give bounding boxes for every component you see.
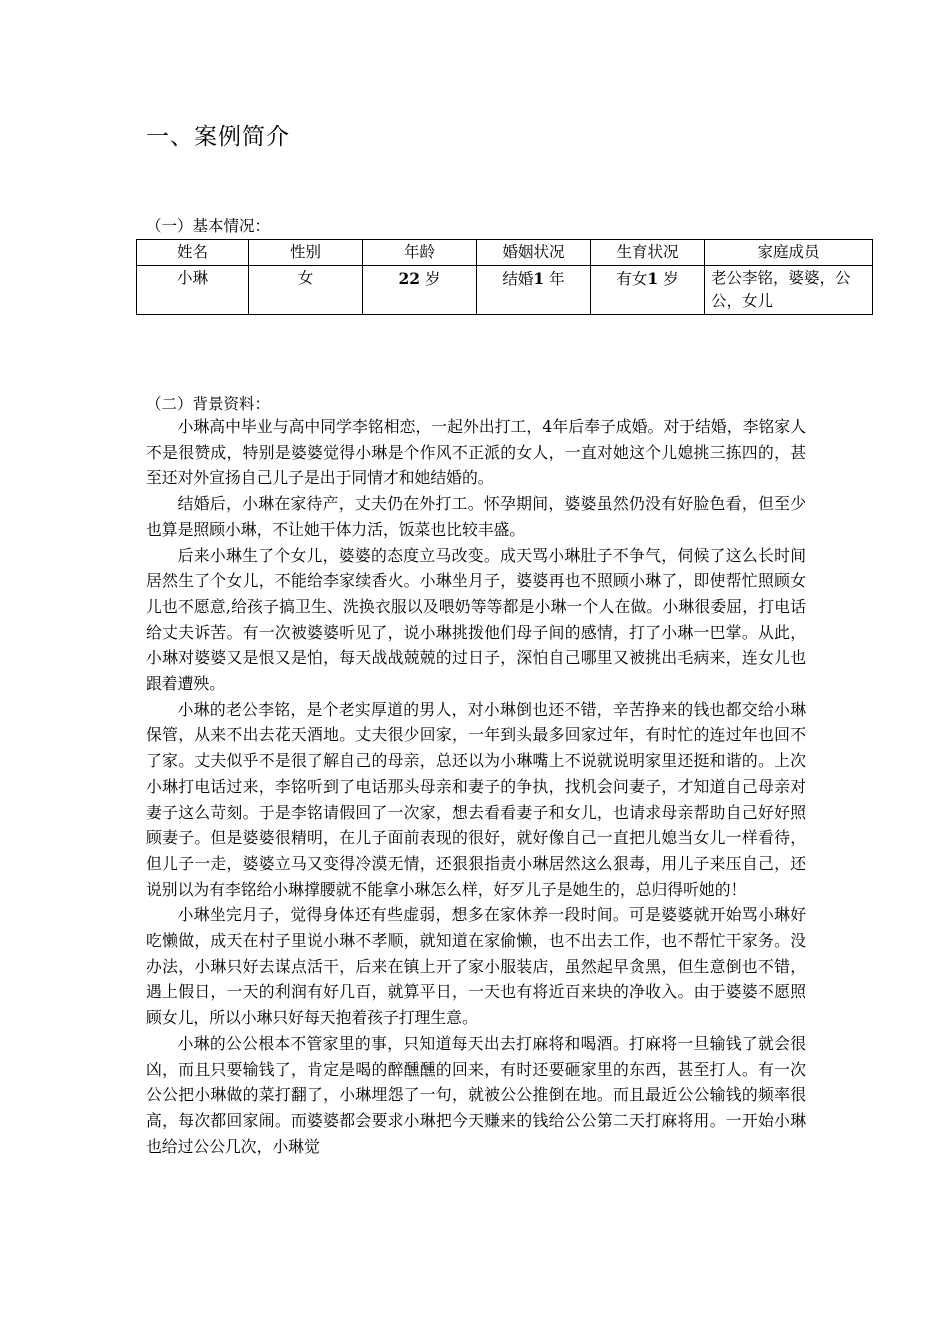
cell-birth xyxy=(591,266,705,315)
marriage-prefix: 结婚 xyxy=(502,270,534,288)
paragraph: 小琳高中毕业与高中同学李铭相恋，一起外出打工，4年后奉子成婚。对于结婚，李铭家人不是很赞成，特别是婆婆觉得小琳是个作风不正派的女人，一直对她这个儿媳挑三拣四的，甚至还对外宣扬自己儿子是出于同情才和她结婚的。 xyxy=(146,417,806,488)
birth-unit: 岁 xyxy=(663,270,679,288)
background-heading: （二）背景资料： xyxy=(146,395,271,413)
basic-info-heading: （一）基本情况： xyxy=(146,217,271,235)
paragraph: 结婚后，小琳在家待产，丈夫仍在外打工。怀孕期间，婆婆虽然仍没有好脸色看，但至少也算是照顾小琳，不让她干体力活，饭菜也比较丰盛。 xyxy=(146,494,806,539)
header-age: 年龄 xyxy=(363,240,477,266)
header-marriage: 婚姻状况 xyxy=(477,240,591,266)
basic-info-table xyxy=(136,239,873,315)
birth-number: 1 xyxy=(647,269,659,288)
cell-name: 小琳 xyxy=(137,266,249,315)
header-name: 姓名 xyxy=(137,240,249,266)
paragraph: 小琳的公公根本不管家里的事，只知道每天出去打麻将和喝酒。打麻将一旦输钱了就会很凶，而且只要输钱了，肯定是喝的醉醺醺的回来，有时还要砸家里的东西，甚至打人。有一次公公把小琳做的菜打翻了，小琳埋怨了一句，就被公公推倒在地。而且最近公公输钱的频率很高，每次都回家闹。而婆婆都会要求小琳把今天赚来的钱给公公第二天打麻将用。一开始小琳也给过公公几次，小琳觉 xyxy=(146,1033,806,1156)
marriage-unit: 年 xyxy=(549,270,565,288)
cell-gender: 女 xyxy=(249,266,363,315)
header-birth: 生育状况 xyxy=(591,240,705,266)
cell-age xyxy=(363,266,477,315)
age-unit: 岁 xyxy=(425,270,441,288)
paragraph: 小琳坐完月子，觉得身体还有些虚弱，想多在家休养一段时间。可是婆婆就开始骂小琳好吃懒做，成天在村子里说小琳不孝顺，就知道在家偷懒，也不出去工作，也不帮忙干家务。没办法，小琳只好去谋点活干，后来在镇上开了家小服装店，虽然起早贪黑，但生意倒也不错，遇上假日，一天的利润有好几百，就算平日，一天也有将近百来块的净收入。由于婆婆不愿照顾女儿，所以小琳只好每天抱着孩子打理生意。 xyxy=(146,905,806,1028)
table-row xyxy=(137,266,873,315)
section-title: 一、案例简介 xyxy=(146,124,290,150)
cell-family: 老公李铭，婆婆，公公，女儿 xyxy=(705,266,873,315)
marriage-number: 1 xyxy=(533,269,545,288)
header-family: 家庭成员 xyxy=(705,240,873,266)
paragraph: 小琳的老公李铭，是个老实厚道的男人，对小琳倒也还不错，辛苦挣来的钱也都交给小琳保管，从来不出去花天酒地。丈夫很少回家，一年到头最多回家过年，有时忙的连过年也回不了家。丈夫似乎不是很了解自己的母亲，总还以为小琳嘴上不说就说明家里还挺和谐的。上次小琳打电话过来，李铭听到了电话那头母亲和妻子的争执，找机会问妻子，才知道自己母亲对妻子这么苛刻。于是李铭请假回了一次家，想去看看妻子和女儿，也请求母亲帮助自己好好照顾妻子。但是婆婆很精明，在儿子面前表现的很好，就好像自己一直把儿媳当女儿一样看待，但儿子一走，婆婆立马又变得冷漠无情，还狠狠指责小琳居然这么狠毒，用儿子来压自己，还说别以为有李铭给小琳撑腰就不能拿小琳怎么样，好歹儿子是她生的，总归得听她的！ xyxy=(146,699,806,899)
table-header-row xyxy=(137,240,873,266)
age-number: 22 xyxy=(398,269,421,288)
paragraph: 后来小琳生了个女儿，婆婆的态度立马改变。成天骂小琳肚子不争气，伺候了这么长时间居然生了个女儿，不能给李家续香火。小琳坐月子，婆婆再也不照顾小琳了，即使帮忙照顾女儿也不愿意,给孩子搞卫生、洗换衣服以及喂奶等等都是小琳一个人在做。小琳很委屈，打电话给丈夫诉苦。有一次被婆婆听见了，说小琳挑拨他们母子间的感情，打了小琳一巴掌。从此，小琳对婆婆又是恨又是怕，每天战战兢兢的过日子，深怕自己哪里又被挑出毛病来，连女儿也跟着遭殃。 xyxy=(146,545,806,694)
header-gender: 性别 xyxy=(249,240,363,266)
background-body xyxy=(146,414,806,1159)
birth-prefix: 有女 xyxy=(616,270,648,288)
cell-marriage xyxy=(477,266,591,315)
